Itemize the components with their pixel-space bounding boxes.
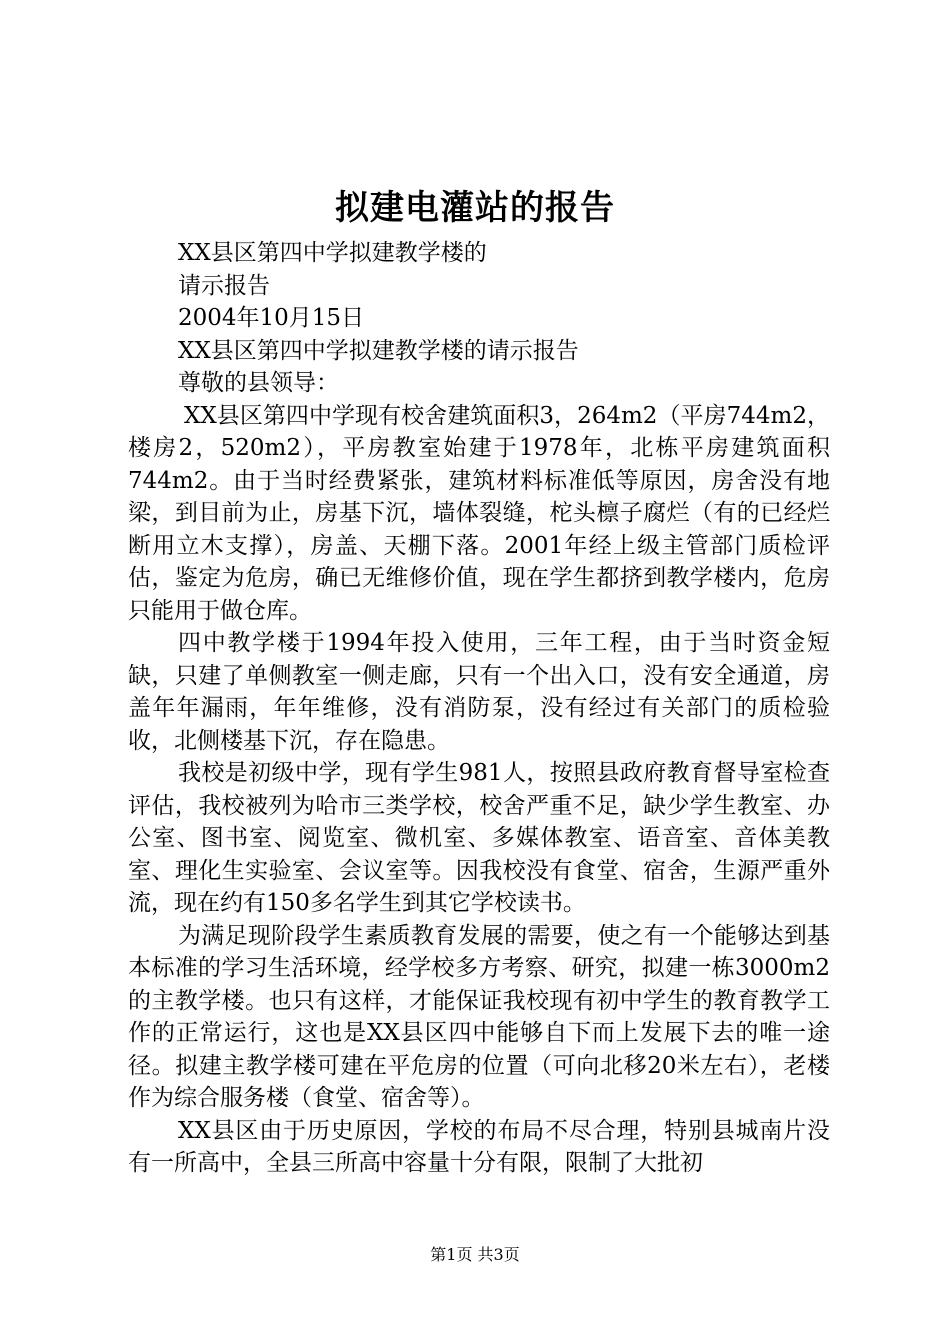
paragraph: 四中教学楼于1994年投入使用，三年工程，由于当时资金短缺，只建了单侧教室一侧走廊，只有一个出入口，没有安全通道，房盖年年漏雨，年年维修，没有消防泵，没有经过有关部门的质检验收，北侧楼基下沉，存在隐患。	[128, 630, 830, 754]
paragraph: 为满足现阶段学生素质教育发展的需要，使之有一个能够达到基本标准的学习生活环境，经学校多方考察、研究，拟建一栋3000m2的主教学楼。也只有这样，才能保证我校现有初中学生的教育教学工作的正常运行，这也是XX县区四中能够自下而上发展下去的唯一途径。拟建主教学楼可建在平危房的位置（可向北移20米左右），老楼作为综合服务楼（食堂、宿舍等）。	[128, 922, 830, 1111]
header-line-subject: XX县区第四中学拟建教学楼的请示报告	[178, 337, 579, 364]
document-body	[128, 237, 830, 1180]
header-line-report: 请示报告	[178, 272, 270, 299]
header-line-date: 2004年10月15日	[178, 305, 365, 331]
header-line-school: XX县区第四中学拟建教学楼的	[178, 240, 487, 266]
paragraph: XX县区由于历史原因，学校的布局不尽合理，特别县城南片没有一所高中，全县三所高中容量十分有限，限制了大批初	[128, 1117, 830, 1176]
salutation: 尊敬的县领导：	[178, 370, 339, 396]
document-title: 拟建电灌站的报告	[335, 188, 615, 228]
page-footer: 第1页 共3页	[430, 1245, 520, 1264]
paragraph: 我校是初级中学，现有学生981人，按照县政府教育督导室检查评估，我校被列为哈市三类学校，校舍严重不足，缺少学生教室、办公室、图书室、阅览室、微机室、多媒体教室、语音室、音体美教室、理化生实验室、会议室等。因我校没有食堂、宿舍，生源严重外流，现在约有150多名学生到其它学校读书。	[128, 760, 830, 916]
paragraph: XX县区第四中学现有校舍建筑面积3，264m2（平房744m2，楼房2，520m2），平房教室始建于1978年，北栋平房建筑面积744m2。由于当时经费紧张，建筑材料标准低等原因，房舍没有地梁，到目前为止，房基下沉，墙体裂缝，柁头檩子腐烂（有的已经烂断用立木支撑），房盖、天棚下落。2001年经上级主管部门质检评估，鉴定为危房，确已无维修价值，现在学生都挤到教学楼内，危房只能用于做仓库。	[128, 402, 830, 624]
